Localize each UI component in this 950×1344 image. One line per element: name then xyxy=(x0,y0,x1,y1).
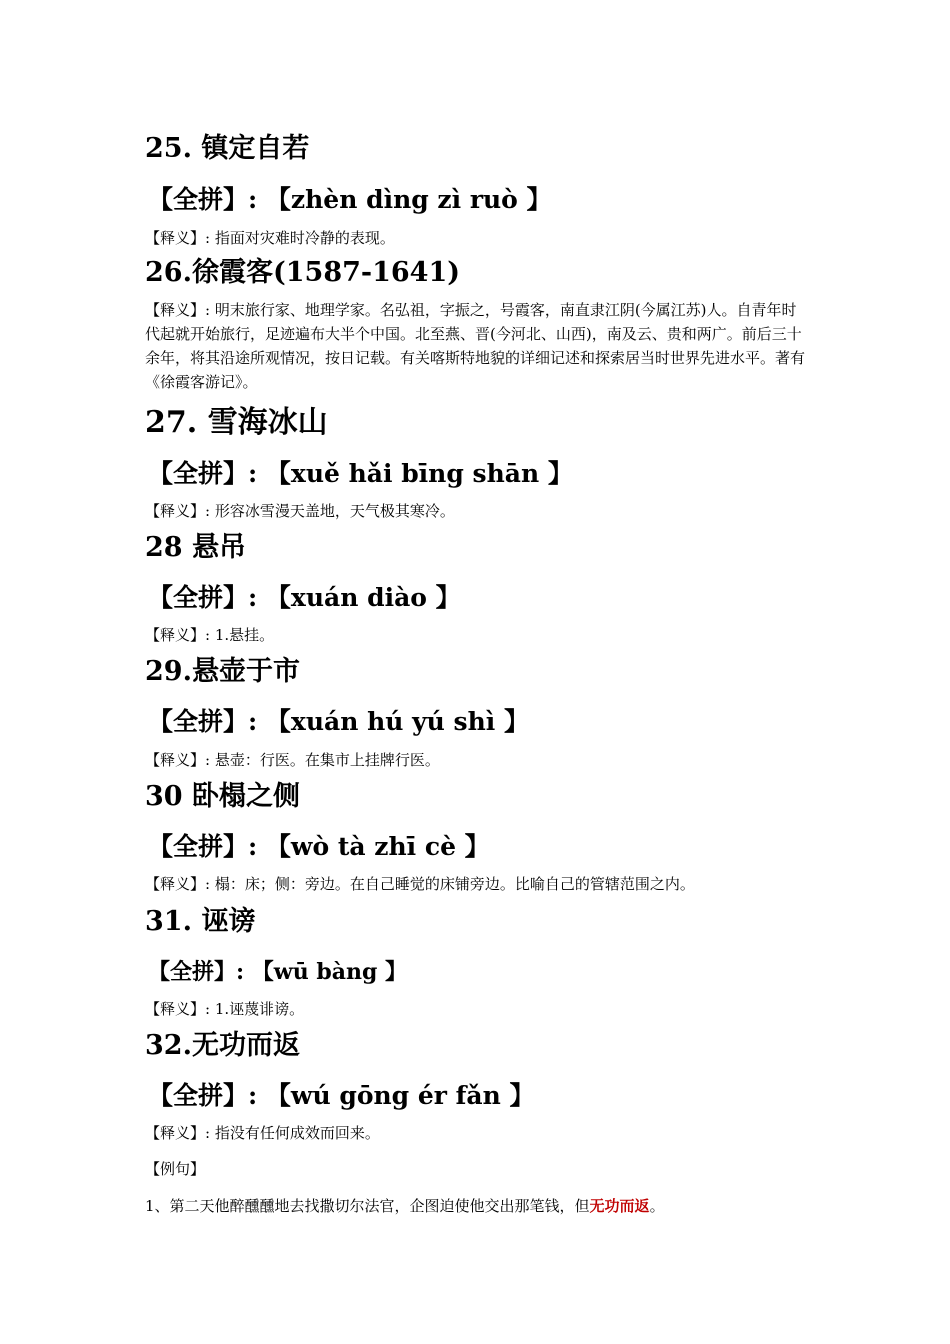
entry-30-pinyin: 【全拼】: 【wò tà zhī cè 】 xyxy=(148,832,490,861)
entry-25-heading: 25. 镇定自若 xyxy=(145,133,310,164)
entry-31-pinyin: 【全拼】: 【wū bàng 】 xyxy=(148,959,408,985)
entry-27-definition: 【释义】: 形容冰雪漫天盖地，天气极其寒冷。 xyxy=(145,502,455,520)
entry-27-heading: 27. 雪海冰山 xyxy=(145,405,328,440)
entry-25-pinyin: 【全拼】: 【zhèn dìng zì ruò 】 xyxy=(148,185,552,214)
example-highlight: 无功而返 xyxy=(589,1197,650,1215)
example-sentence xyxy=(145,1194,665,1218)
entry-25-definition: 【释义】: 指面对灾难时冷静的表现。 xyxy=(145,229,395,247)
entry-32-heading: 32.无功而返 xyxy=(145,1030,300,1061)
entry-27-pinyin: 【全拼】: 【xuě hǎi bīng shān 】 xyxy=(148,459,573,488)
entry-29-pinyin: 【全拼】: 【xuán hú yú shì 】 xyxy=(148,707,530,736)
entry-29-heading: 29.悬壶于市 xyxy=(145,656,300,687)
entry-26-definition: 【释义】: 明末旅行家、地理学家。名弘祖，字振之，号霞客，南直隶江阴(今属江苏)人。自青年时代起就开始旅行，足迹遍布大半个中国。北至燕、晋(今河北、山西)，南及云、贵和两广。前后三十余年，将其沿途所观情况，按日记载。有关喀斯特地貌的详细记述和探索居当时世界先进水平。著有《徐霞客游记》。 xyxy=(145,301,806,391)
entry-31-heading: 31. 诬谤 xyxy=(145,906,256,937)
entry-32-definition: 【释义】: 指没有任何成效而回来。 xyxy=(145,1124,380,1142)
entry-29-definition: 【释义】: 悬壶：行医。在集市上挂牌行医。 xyxy=(145,751,440,769)
entry-28-definition: 【释义】: 1.悬挂。 xyxy=(145,626,275,644)
entry-28-heading: 28 悬吊 xyxy=(145,532,246,563)
entry-28-pinyin: 【全拼】: 【xuán diào 】 xyxy=(148,583,461,612)
entry-32-pinyin: 【全拼】: 【wú gōng ér fǎn 】 xyxy=(148,1081,535,1110)
entry-30-heading: 30 卧榻之侧 xyxy=(145,781,300,812)
example-sentence-after: 。 xyxy=(649,1197,665,1215)
entry-30-definition: 【释义】: 榻：床；侧：旁边。在自己睡觉的床铺旁边。比喻自己的管辖范围之内。 xyxy=(145,875,695,893)
entry-31-definition: 【释义】: 1.诬蔑诽谤。 xyxy=(145,1000,305,1018)
entry-26-heading: 26.徐霞客(1587-1641) xyxy=(145,257,461,288)
example-sentence-before: 1、第二天他醉醺醺地去找撒切尔法官，企图迫使他交出那笔钱，但 xyxy=(145,1197,590,1215)
example-label: 【例句】 xyxy=(145,1160,206,1178)
